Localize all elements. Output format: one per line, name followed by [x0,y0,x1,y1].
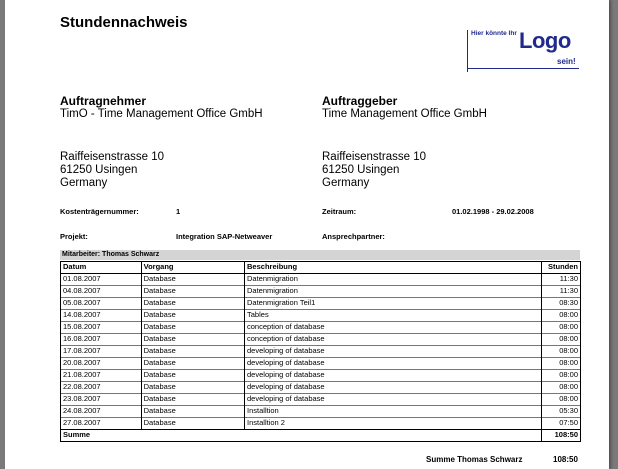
cell-description: developing of database [245,346,542,358]
cell-date: 16.08.2007 [61,334,142,346]
document-page [5,0,609,469]
cell-process: Database [141,274,244,286]
cell-process: Database [141,346,244,358]
table-row [61,358,581,370]
contractor-name: TimO - Time Management Office GmbH [60,108,263,120]
cell-process: Database [141,334,244,346]
cell-hours: 08:00 [542,394,581,406]
column-header-process: Vorgang [141,262,244,274]
cell-description: developing of database [245,382,542,394]
cell-date: 14.08.2007 [61,310,142,322]
cell-date: 17.08.2007 [61,346,142,358]
table-row [61,310,581,322]
cell-description: Datenmigration Teil1 [245,298,542,310]
cell-date: 05.08.2007 [61,298,142,310]
table-row [61,382,581,394]
timesheet-body [61,274,581,430]
sum-row [61,430,581,442]
cell-hours: 08:00 [542,358,581,370]
cost-center-value: 1 [176,207,181,216]
client-street: Raiffeisenstrasse 10 [322,151,426,163]
cell-description: developing of database [245,370,542,382]
table-row [61,334,581,346]
cell-process: Database [141,322,244,334]
cell-process: Database [141,370,244,382]
cell-description: conception of database [245,322,542,334]
cell-description: Installtion [245,406,542,418]
cell-process: Database [141,418,244,430]
cost-center-label: Kostenträgernummer: [60,207,139,216]
cell-date: 24.08.2007 [61,406,142,418]
table-row [61,406,581,418]
client-city: 61250 Usingen [322,164,400,176]
logo-prefix: Hier könnte Ihr [471,30,517,37]
cell-process: Database [141,358,244,370]
column-header-description: Beschreibung [245,262,542,274]
logo-frame-vertical [467,30,468,72]
cell-hours: 11:30 [542,286,581,298]
cell-process: Database [141,310,244,322]
employee-total-label: Summe Thomas Schwarz [426,455,523,464]
table-row [61,394,581,406]
cell-date: 04.08.2007 [61,286,142,298]
cell-process: Database [141,286,244,298]
cell-process: Database [141,406,244,418]
cell-hours: 08:00 [542,310,581,322]
project-label: Projekt: [60,232,88,241]
cell-description: conception of database [245,334,542,346]
cell-date: 27.08.2007 [61,418,142,430]
table-header-row [61,262,581,274]
project-value: Integration SAP-Netweaver [176,232,273,241]
client-name: Time Management Office GmbH [322,108,487,120]
period-label: Zeitraum: [322,207,357,216]
cell-date: 15.08.2007 [61,322,142,334]
cell-process: Database [141,298,244,310]
period-value: 01.02.1998 - 29.02.2008 [452,207,534,216]
cell-hours: 07:50 [542,418,581,430]
column-header-hours: Stunden [542,262,581,274]
sum-label: Summe [61,430,542,442]
sum-value: 108:50 [542,430,581,442]
cell-date: 23.08.2007 [61,394,142,406]
cell-hours: 11:30 [542,274,581,286]
cell-hours: 08:00 [542,382,581,394]
table-row [61,298,581,310]
cell-process: Database [141,394,244,406]
table-row [61,346,581,358]
cell-date: 01.08.2007 [61,274,142,286]
cell-description: Datenmigration [245,274,542,286]
cell-date: 21.08.2007 [61,370,142,382]
logo-text: Logo [519,28,571,53]
cell-date: 22.08.2007 [61,382,142,394]
contractor-street: Raiffeisenstrasse 10 [60,151,164,163]
cell-hours: 08:00 [542,346,581,358]
contact-label: Ansprechpartner: [322,232,385,241]
cell-hours: 08:00 [542,334,581,346]
document-title: Stundennachweis [60,14,188,31]
cell-hours: 08:00 [542,322,581,334]
cell-description: Installtion 2 [245,418,542,430]
contractor-heading: Auftragnehmer [60,94,147,108]
employee-label: Mitarbeiter: Thomas Schwarz [62,251,160,258]
cell-process: Database [141,382,244,394]
cell-hours: 05:30 [542,406,581,418]
cell-description: developing of database [245,358,542,370]
table-row [61,418,581,430]
cell-description: developing of database [245,394,542,406]
logo-suffix: sein! [557,57,576,66]
cell-date: 20.08.2007 [61,358,142,370]
table-row [61,274,581,286]
cell-hours: 08:00 [542,370,581,382]
employee-total-value: 108:50 [553,455,578,464]
column-header-date: Datum [61,262,142,274]
cell-hours: 08:30 [542,298,581,310]
table-row [61,370,581,382]
contractor-city: 61250 Usingen [60,164,138,176]
timesheet-table [60,261,581,442]
table-row [61,322,581,334]
table-row [61,286,581,298]
logo-frame-horizontal [467,68,579,69]
contractor-country: Germany [60,177,108,189]
client-heading: Auftraggeber [322,94,398,108]
client-country: Germany [322,177,370,189]
cell-description: Tables [245,310,542,322]
cell-description: Datenmigration [245,286,542,298]
employee-bar [60,250,580,260]
